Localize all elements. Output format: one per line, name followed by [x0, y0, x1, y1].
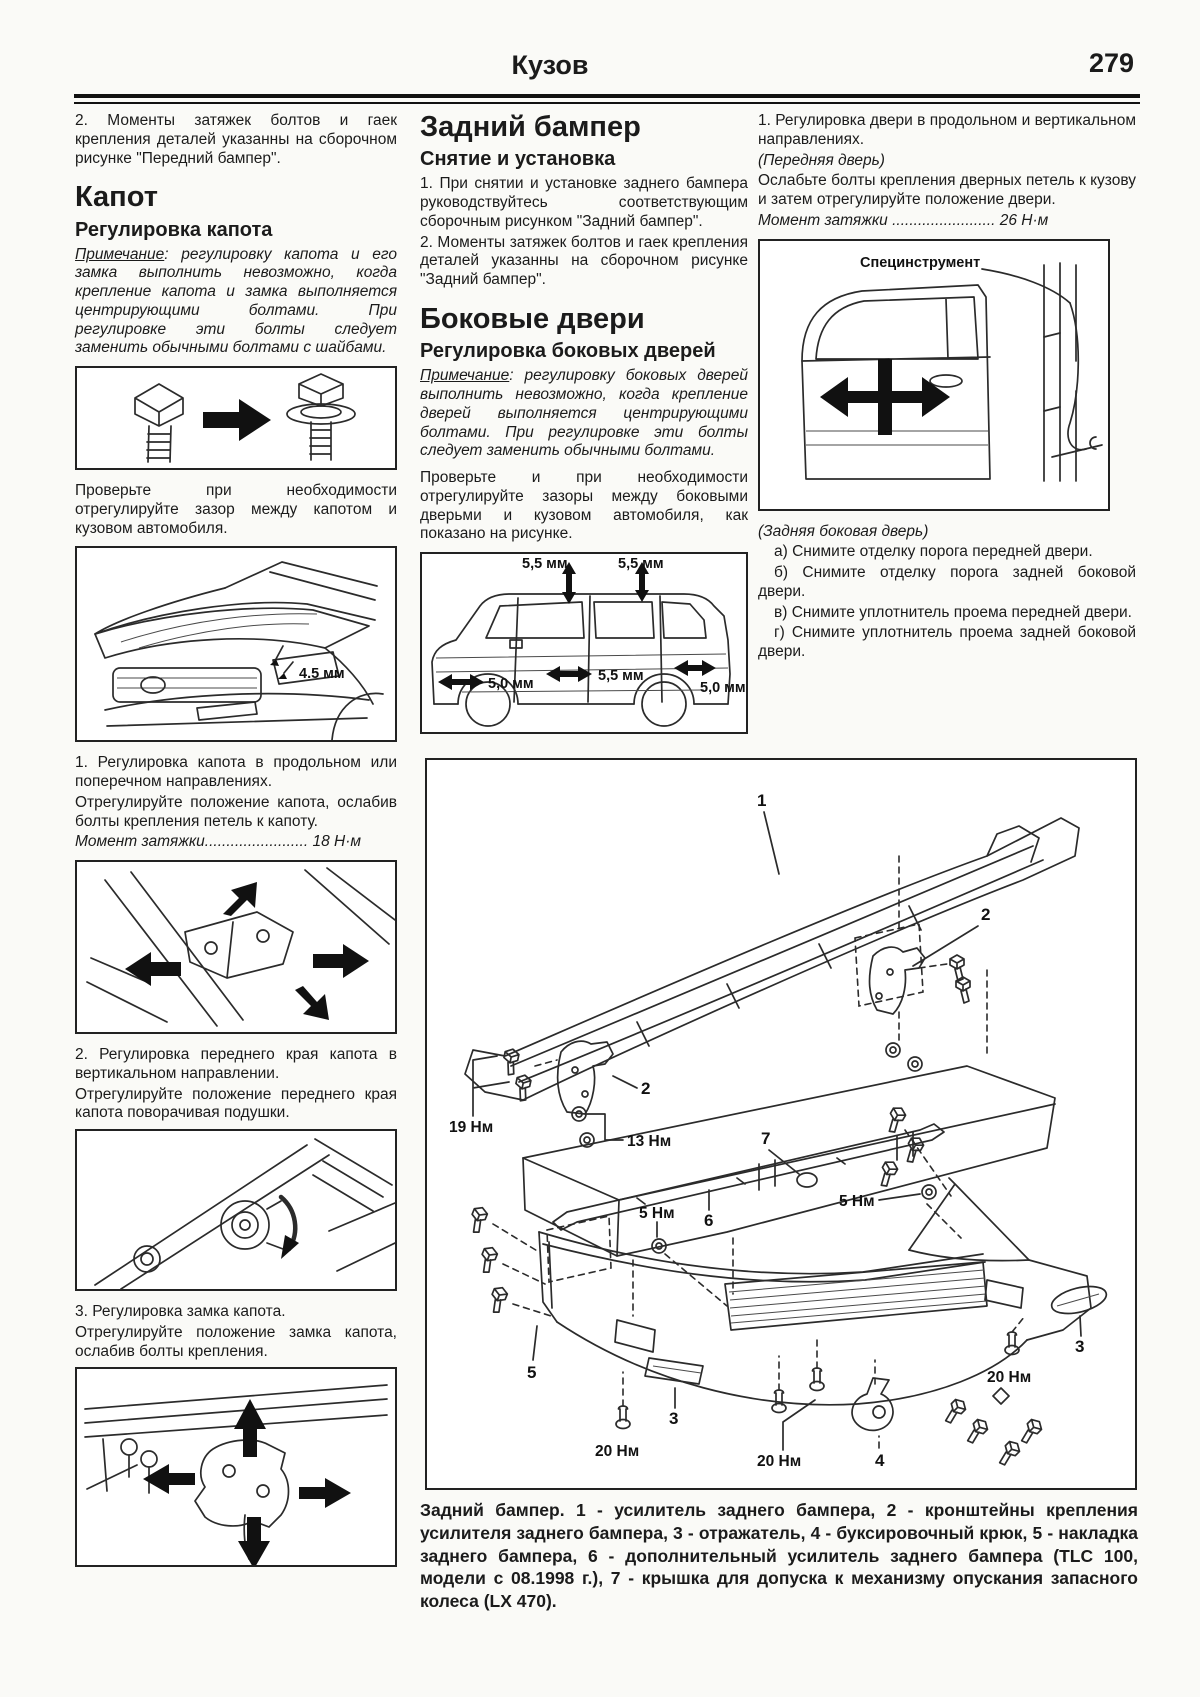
- list-item-g: г) Снимите уплотнитель проема задней боковой двери.: [758, 624, 1136, 660]
- side-doors-note: [420, 367, 748, 461]
- diagonal-arrow-icon: [223, 882, 257, 916]
- right-column: [758, 112, 1136, 664]
- rear-bumper-exploded-diagram: [425, 758, 1137, 1490]
- rear-bumper-diagram-drawing: [427, 760, 1135, 1486]
- diagram-caption: Задний бампер. 1 - усилитель заднего бампера, 2 - кронштейны крепления усилителя заднего бампера, 3 - отражатель, 4 - буксировочный крюк, 5 - накладка заднего бампера, 6 - дополнительный усилитель заднего бампера (TLC 100, модели с 08.1998 г.), 7 - крышка для допуска к механизму опускания запасного колеса (LX 470).: [420, 1500, 1138, 1611]
- list-item-v: в) Снимите уплотнитель проема передней двери.: [774, 603, 1132, 621]
- diagram-torque-5nm-right: 5 Нм: [839, 1193, 875, 1210]
- left-step3a: 3. Регулировка замка капота.: [75, 1303, 286, 1321]
- left-arrow-icon: [125, 952, 181, 986]
- diagram-label-3-center: 3: [669, 1409, 679, 1428]
- note-label: Примечание: [420, 367, 510, 385]
- heading-rear-bumper: Задний бампер: [420, 111, 641, 143]
- diagram-label-2-right: 2: [981, 905, 991, 924]
- left-torque: Момент затяжки........................ 18 Н·м: [75, 833, 361, 851]
- diagram-label-3-right: 3: [1075, 1337, 1085, 1356]
- centering-bolts-drawing: [77, 368, 395, 468]
- right-p1: 1. Регулировка двери в продольном и вертикальном направлениях.: [758, 112, 1136, 148]
- heading-side-doors-adjust: Регулировка боковых дверей: [420, 340, 716, 363]
- right-p2: Ослабьте болты крепления дверных петель к кузову и затем отрегулируйте положение двери.: [758, 172, 1136, 208]
- figure-door-adjust: [758, 239, 1110, 511]
- figure-hood-hinge: [75, 860, 397, 1034]
- diagram-label-2-left: 2: [641, 1079, 651, 1098]
- hood-note: [75, 246, 397, 359]
- diagram-label-6: 6: [704, 1211, 714, 1230]
- left-step1a: 1. Регулировка капота в продольном или поперечном направлениях.: [75, 754, 397, 791]
- figure-door-gaps: [420, 552, 748, 734]
- gap-arrow-icon: [546, 666, 592, 682]
- diagram-torque-20nm-left: 20 Нм: [595, 1443, 640, 1460]
- figure-hood-lock: [75, 1367, 397, 1567]
- arrow-icon: [203, 399, 271, 441]
- diagram-torque-13nm: 13 Нм: [627, 1133, 672, 1150]
- heading-side-doors: Боковые двери: [420, 302, 645, 335]
- diagram-label-1: 1: [757, 791, 767, 810]
- list-item-b: б) Снимите отделку порога задней боковой двери.: [758, 564, 1136, 600]
- diagram-label-7: 7: [761, 1129, 771, 1148]
- mid-p2: 2. Моменты затяжек болтов и гаек крепления деталей указанны на сборочном рисунке "Задний бампер".: [420, 233, 748, 289]
- gap-label-bottom-left: 5,0 мм: [488, 676, 534, 693]
- page-title: Кузов: [511, 50, 589, 80]
- diagram-torque-5nm-left: 5 Нм: [639, 1205, 675, 1222]
- right-rear-door: (Задняя боковая дверь): [758, 522, 929, 540]
- hood-hinge-drawing: [77, 862, 395, 1032]
- gap-label-top-left: 5,5 мм: [522, 556, 568, 573]
- left-step2b: Отрегулируйте положение переднего края капота поворачивая подушки.: [75, 1085, 397, 1122]
- heading-removal: Снятие и установка: [420, 148, 616, 171]
- hood-gap-label: 4.5 мм: [299, 666, 345, 683]
- heading-hood: Капот: [75, 181, 158, 214]
- hood-gap-drawing: [77, 548, 395, 740]
- header-rule: [74, 94, 1140, 104]
- list-item-a: а) Снимите отделку порога передней двери.: [774, 543, 1093, 561]
- left-check-text: Проверьте при необходимости отрегулируйте зазор между капотом и кузовом автомобиля.: [75, 482, 397, 537]
- note-body: : регулировку боковых дверей выполнить невозможно, когда крепление дверей выполняется центрирующими болтами. При регулировке эти болты следует заменить обычными болтами.: [420, 367, 748, 460]
- right-arrow-icon: [313, 944, 369, 978]
- down-arrow-icon: [295, 986, 329, 1020]
- gap-label-bottom-center: 5,5 мм: [598, 668, 644, 685]
- gap-arrow-icon: [674, 660, 716, 676]
- left-step1b: Отрегулируйте положение капота, ослабив болты крепления петель к капоту.: [75, 793, 397, 830]
- left-intro: 2. Моменты затяжек болтов и гаек крепления деталей указанны на сборочном рисунке "Передний бампер".: [75, 112, 397, 167]
- figure-centering-bolts: [75, 366, 397, 470]
- diagram-label-5: 5: [527, 1363, 537, 1382]
- figure-hood-cushion: [75, 1129, 397, 1291]
- left-step3b: Отрегулируйте положение замка капота, ослабив болты крепления.: [75, 1323, 397, 1360]
- diagram-torque-20nm-right: 20 Нм: [987, 1369, 1032, 1386]
- special-tool-label: Специнструмент: [860, 254, 981, 271]
- figure-hood-gap: [75, 546, 397, 742]
- note-body: : регулировку капота и его замка выполнить невозможно, когда крепление капота и замка выполняется центрирующими болтами. При регулировке эти болты следует заменить обычными болтами с шайбами.: [75, 245, 397, 357]
- four-way-arrow-icon: [820, 359, 950, 435]
- hood-cushion-drawing: [77, 1131, 395, 1289]
- left-arrow-icon: [143, 1464, 195, 1494]
- page-number: 279: [1088, 48, 1134, 78]
- gap-label-bottom-right: 5,0 мм: [700, 680, 746, 697]
- diagram-label-4: 4: [875, 1451, 885, 1470]
- diagram-torque-20nm-center: 20 Нм: [757, 1453, 802, 1470]
- right-torque: Момент затяжки ........................ 26 Н·м: [758, 211, 1049, 229]
- door-adjust-drawing: [760, 241, 1104, 505]
- left-column: [75, 112, 397, 1579]
- diagram-torque-19nm: 19 Нм: [449, 1119, 494, 1136]
- note-label: Примечание: [75, 245, 165, 263]
- right-arrow-icon: [299, 1478, 351, 1508]
- mid-p1: 1. При снятии и установке заднего бампера руководствуйтесь соответствующим сборочным рисунком "Задний бампер".: [420, 175, 748, 230]
- mid-p3: Проверьте и при необходимости отрегулируйте зазоры между боковыми дверьми и кузовом автомобиля, как показано на рисунке.: [420, 469, 748, 543]
- door-gaps-drawing: [422, 554, 747, 732]
- heading-hood-adjust: Регулировка капота: [75, 218, 273, 241]
- middle-column: [420, 112, 748, 746]
- up-arrow-icon: [234, 1399, 266, 1457]
- gap-label-top-right: 5,5 мм: [618, 556, 664, 573]
- hood-lock-drawing: [77, 1369, 395, 1565]
- left-step2a: 2. Регулировка переднего края капота в вертикальном направлении.: [75, 1046, 397, 1082]
- right-front-door: (Передняя дверь): [758, 151, 885, 169]
